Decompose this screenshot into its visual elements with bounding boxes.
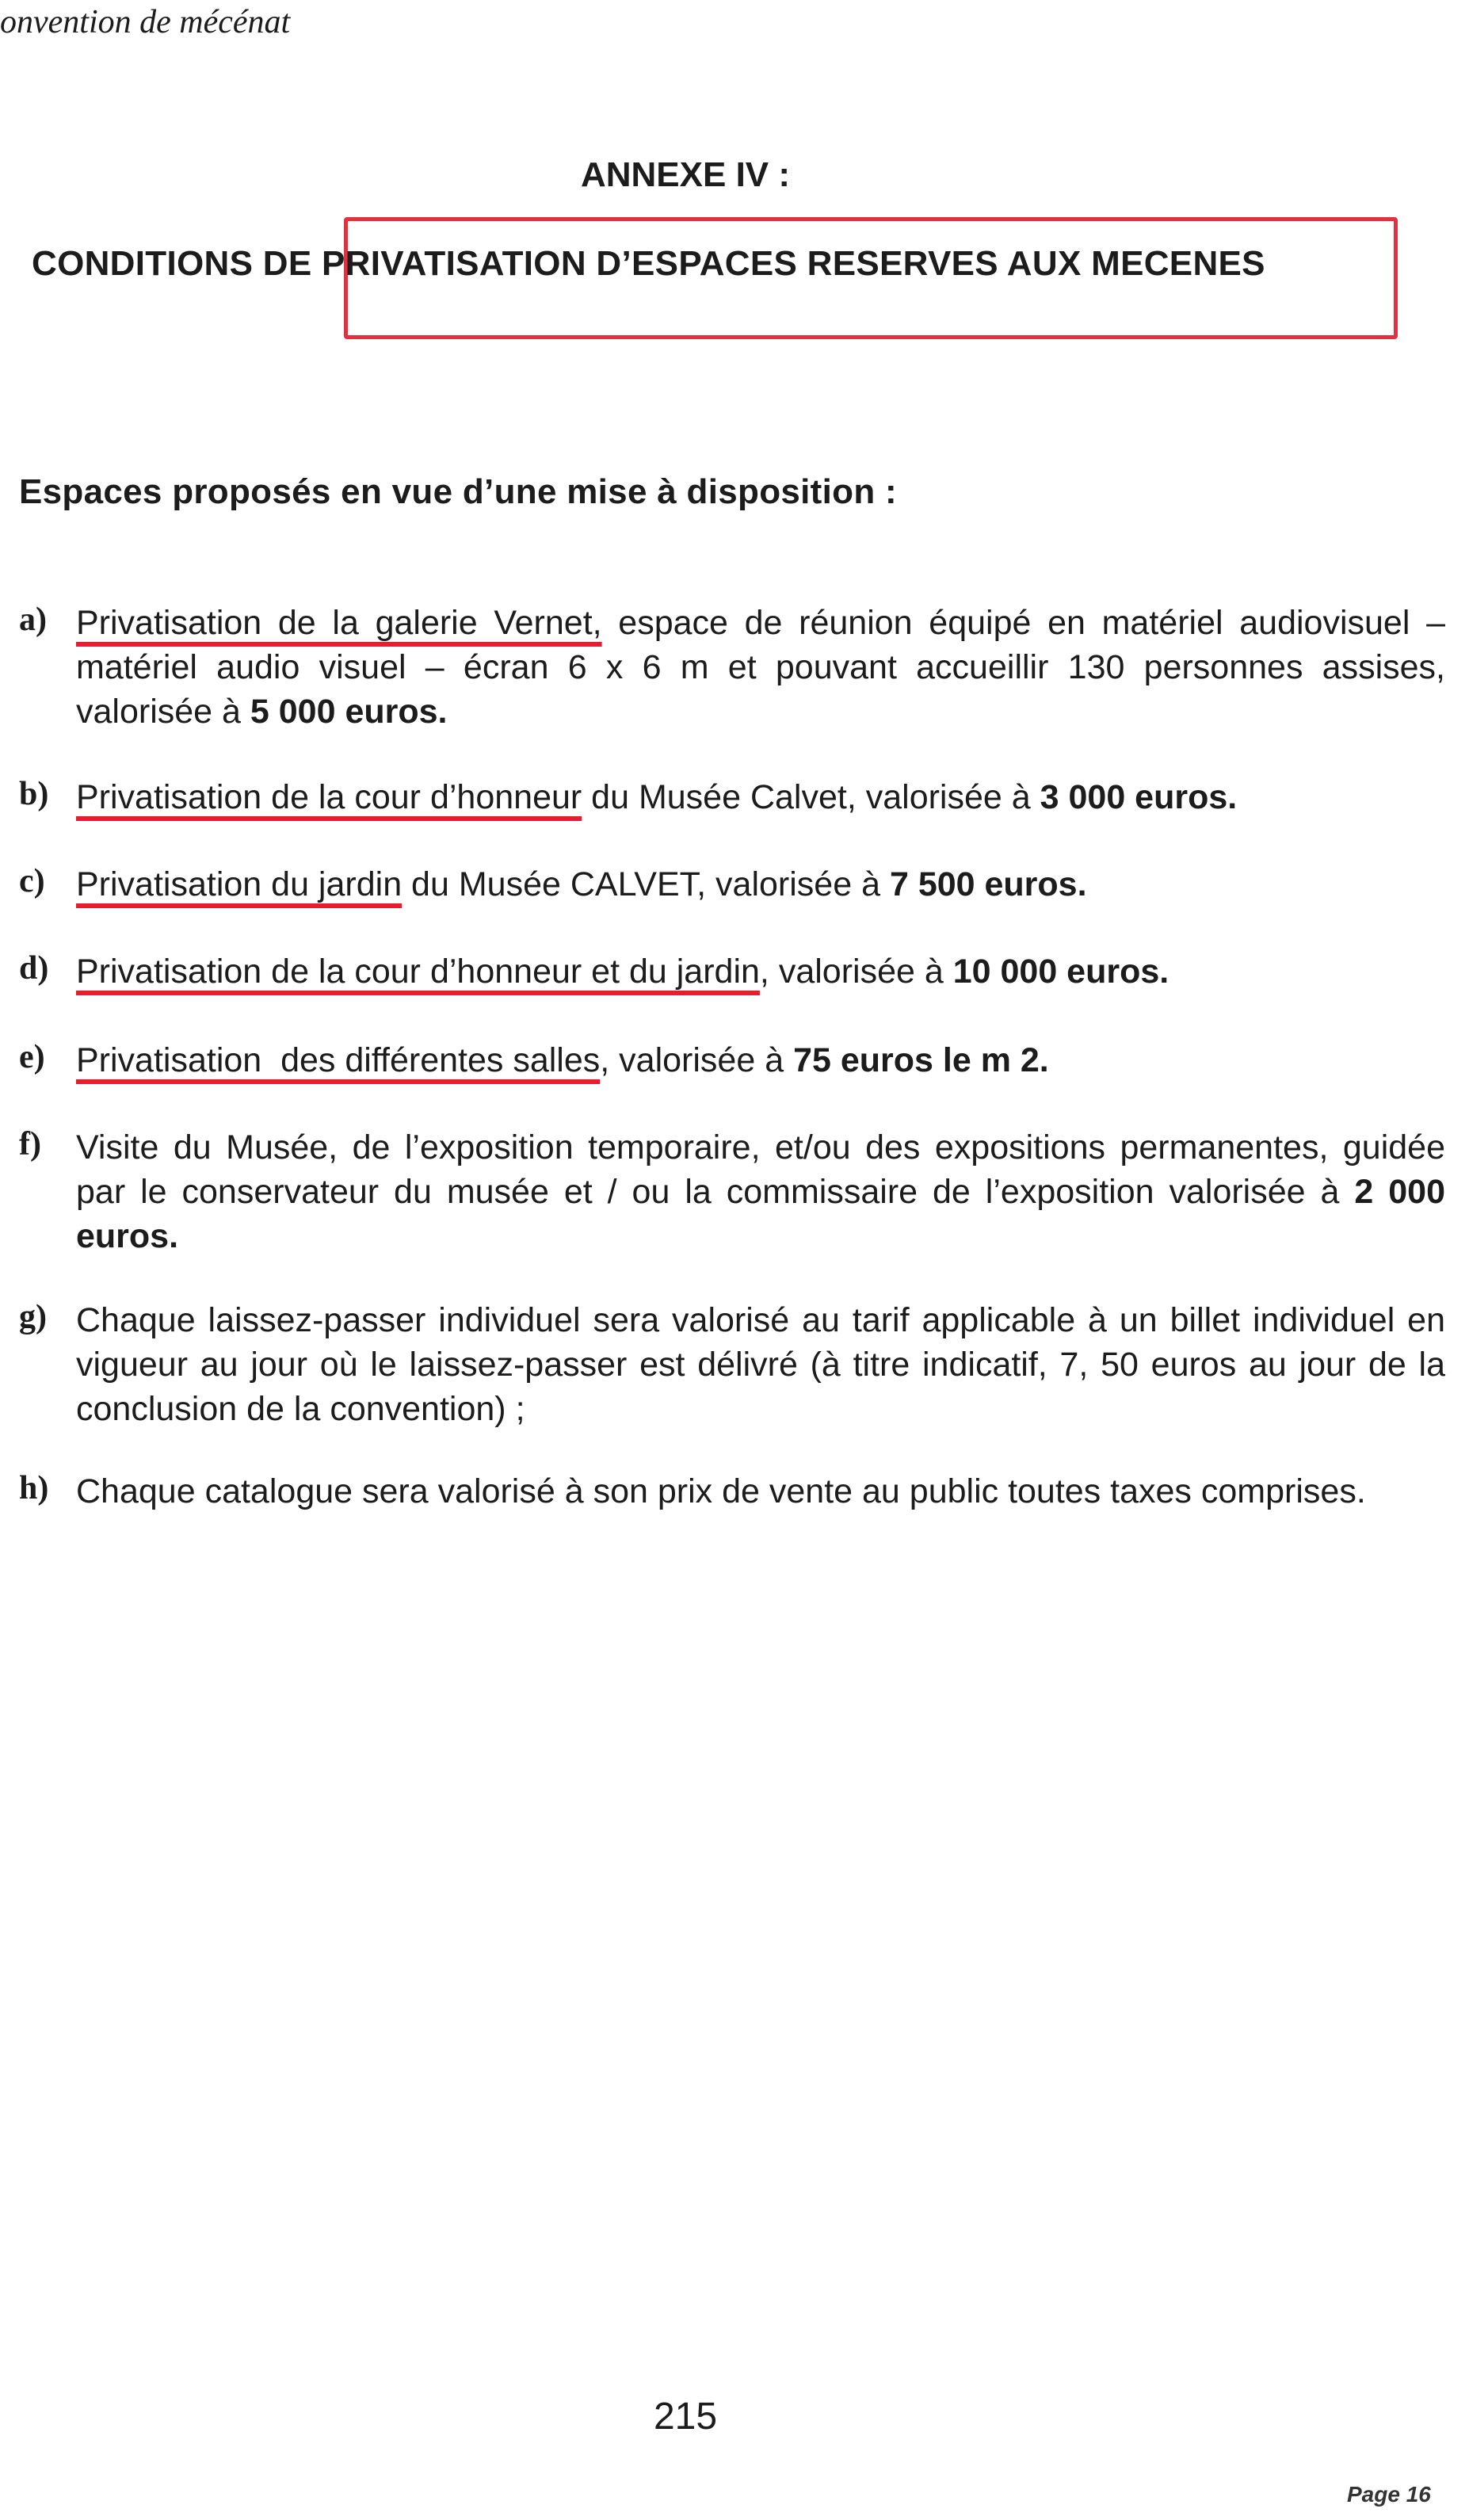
item-marker: e) [19,1039,45,1075]
underlined-phrase: Privatisation du jardin [76,865,403,903]
item-value: 10 000 euros. [952,953,1169,991]
item-text: , valorisée à [759,953,953,991]
item-value: 5 000 euros. [250,693,448,731]
item-text: du Musée Calvet, valorisée à [582,778,1040,816]
underlined-phrase: Privatisation de la cour d’honneur et du jardin [76,953,760,991]
item-text: Chaque catalogue sera valorisé à son prix de vente au public toutes taxes comprises. [76,1472,1366,1510]
page-footer-label: Page 16 [1347,2482,1431,2507]
item-marker: d) [19,950,49,987]
page-number: 215 [653,2396,718,2438]
underlined-phrase: Privatisation des différentes salles [76,1041,601,1079]
item-text: Visite du Musée, de l’exposition temporaire, et/ou des expositions permanentes, guidée par le conservateur du musée et / ou la commissaire de l’exposition valorisée à [76,1128,1445,1211]
item-marker: g) [19,1299,47,1335]
item-text: Chaque laissez-passer individuel sera valorisé au tarif applicable à un billet individuel en vigueur au jour où le laissez-passer est délivré (à titre indicatif, 7, 50 euros au jour de la conclusion de la convention) ; [76,1301,1445,1428]
item-value: 2 000 euros. [76,1173,1446,1255]
item-text: , valorisée à [600,1041,794,1079]
item-value: 3 000 euros. [1040,778,1238,816]
underlined-phrase: Privatisation de la galerie Vernet, [76,604,602,642]
item-marker: a) [19,601,47,638]
annex-title: ANNEXE IV : [580,155,791,194]
item-value: 75 euros le m 2. [793,1041,1049,1079]
item-text: espace de réunion équipé en matériel audiovisuel – matériel audio visuel – écran 6 x 6 m et pouvant accueillir 130 personnes assises, valorisée à [76,604,1445,731]
item-text: du Musée CALVET, valorisée à [402,865,890,903]
item-value: 7 500 euros. [889,865,1087,903]
item-marker: c) [19,863,45,899]
conditions-title: CONDITIONS DE PRIVATISATION D’ESPACES RESERVES AUX MECENES [32,244,1265,283]
underlined-phrase: Privatisation de la cour d’honneur [76,778,582,816]
section-heading: Espaces proposés en vue d’une mise à disposition : [19,472,897,511]
running-header: onvention de mécénat [0,4,291,40]
item-marker: b) [19,776,49,812]
item-marker: h) [19,1470,49,1506]
item-marker: f) [19,1126,41,1163]
